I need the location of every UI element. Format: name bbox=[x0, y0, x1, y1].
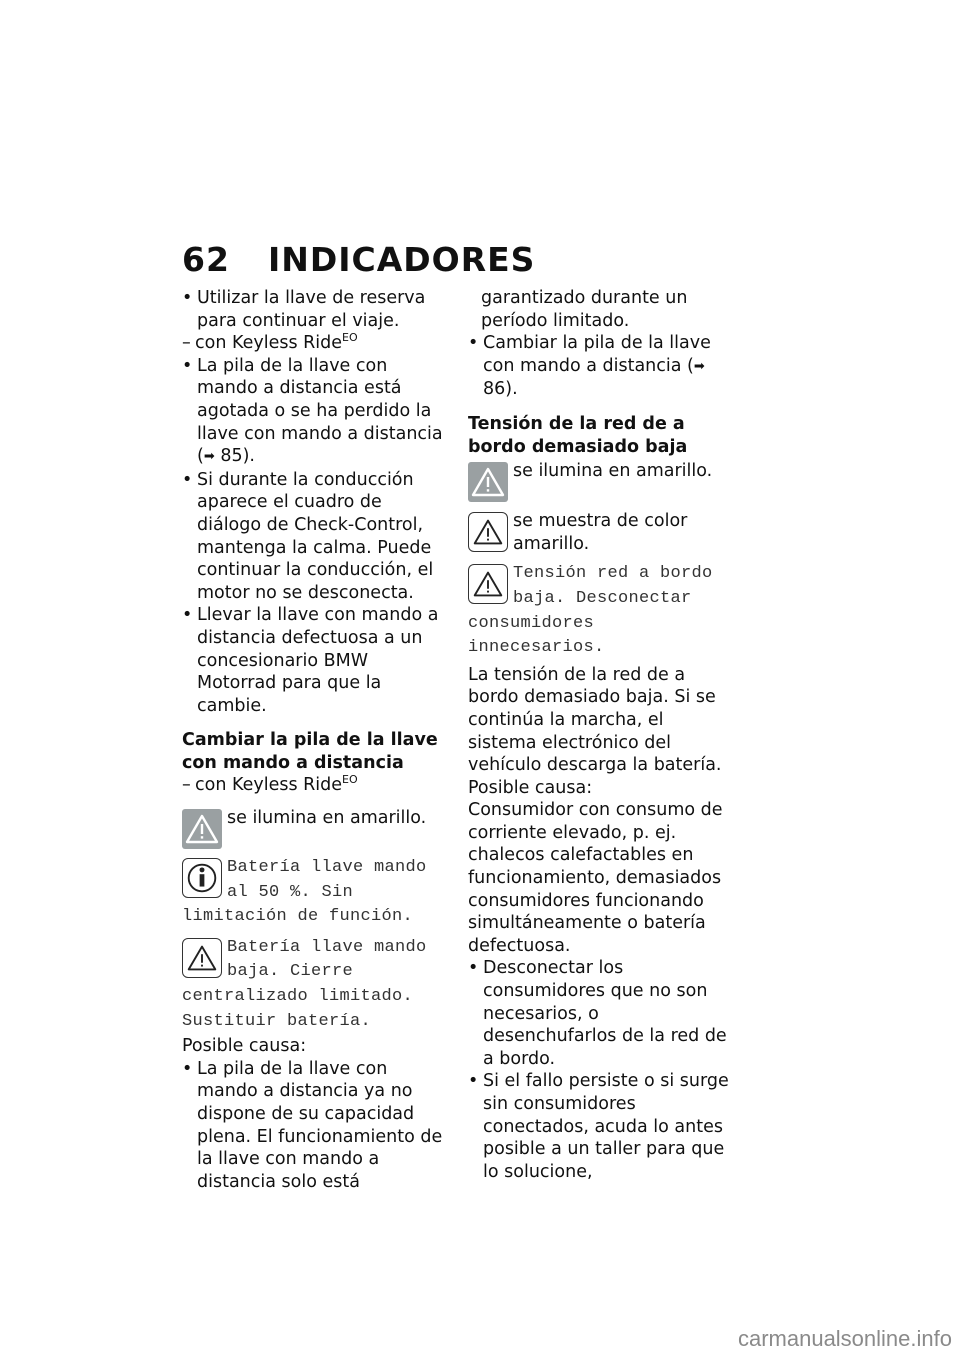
arrow-reference-icon: ➡ bbox=[693, 358, 705, 374]
bullet-dealer: • Llevar la llave con mando a distancia defectuosa a un concesionario BMW Motorrad para que la cambie. bbox=[182, 604, 450, 717]
condition-keyless-ride: – con Keyless Ride$^{EO}$ bbox=[182, 332, 450, 355]
warning-triangle-icon bbox=[468, 564, 508, 604]
warning-triangle-icon bbox=[468, 512, 508, 552]
page-reference[interactable]: 86). bbox=[483, 379, 518, 400]
message-text: Batería llave mando al 50 %. Sin limitación de función. bbox=[182, 858, 427, 927]
indicator-text: se ilumina en amarillo. bbox=[513, 461, 713, 482]
indicator-row bbox=[182, 807, 450, 849]
cause-label: Posible causa: bbox=[182, 1036, 307, 1057]
cause-label: Posible causa: bbox=[468, 777, 593, 798]
indicator-row bbox=[468, 460, 734, 502]
message-text: Tensión red a bordo baja. Desconectar consumidores innecesarios. bbox=[468, 564, 713, 658]
page-reference[interactable]: 85). bbox=[220, 446, 255, 467]
display-message-info bbox=[182, 855, 450, 929]
left-column bbox=[182, 287, 450, 1193]
bullet-workshop: • Si el fallo persiste o si surge sin consumidores conectados, acuda lo antes posible a un taller para que lo solucione, bbox=[468, 1070, 734, 1183]
warning-triangle-icon bbox=[468, 462, 508, 502]
display-message-warning bbox=[468, 561, 734, 659]
bullet-disconnect: • Desconectar los consumidores que no son necesarios, o desenchufarlos de la red de a bordo. bbox=[468, 957, 734, 1070]
page-number: 62 bbox=[182, 240, 230, 279]
indicator-text: se ilumina en amarillo. bbox=[227, 808, 427, 829]
page-title: INDICADORES bbox=[267, 240, 536, 279]
message-text: Batería llave mando baja. Cierre centralizado limitado. Sustituir batería. bbox=[182, 937, 427, 1031]
description-paragraph: La tensión de la red de a bordo demasiado baja. Si se continúa la marcha, el sistema electrónico del vehículo descarga la batería. bbox=[468, 664, 722, 776]
continued-text: garantizado durante un período limitado. bbox=[481, 288, 688, 331]
condition-keyless-ride: – con Keyless Ride$^{EO}$ bbox=[182, 774, 450, 797]
display-message-warning bbox=[182, 935, 450, 1033]
option-superscript: EO bbox=[342, 331, 358, 345]
warning-triangle-icon bbox=[182, 938, 222, 978]
cause-text: Consumidor con consumo de corriente elevado, p. ej. chalecos calefactables en funcionamiento, demasiados consumidores funcionando simultáneamente o batería defectuosa. bbox=[468, 800, 723, 956]
watermark: carmanualsonline.info bbox=[737, 1326, 952, 1351]
bullet-check-control: • Si durante la conducción aparece el cuadro de diálogo de Check-Control, mantenga la calma. Puede continuar la conducción, el motor no se desconecta. bbox=[182, 469, 450, 605]
section-heading-battery: Cambiar la pila de la llave con mando a distancia bbox=[182, 730, 438, 773]
right-column bbox=[468, 287, 734, 1183]
display-indicator-row bbox=[468, 510, 734, 555]
bullet-change-battery: • Cambiar la pila de la llave con mando a distancia (➡ 86). bbox=[468, 332, 734, 401]
warning-triangle-icon bbox=[182, 809, 222, 849]
page-header bbox=[182, 240, 535, 279]
bullet-battery-empty: • La pila de la llave con mando a distancia está agotada o se ha perdido la llave con mando a distancia (➡ 85). bbox=[182, 355, 450, 469]
bullet-spare-key: • Utilizar la llave de reserva para continuar el viaje. bbox=[182, 287, 450, 332]
arrow-reference-icon: ➡ bbox=[203, 449, 215, 465]
indicator-text: se muestra de color amarillo. bbox=[513, 511, 688, 554]
bullet-battery-capacity: • La pila de la llave con mando a distancia ya no dispone de su capacidad plena. El funcionamiento de la llave con mando a distancia solo está bbox=[182, 1058, 450, 1194]
option-superscript: EO bbox=[342, 773, 358, 787]
info-icon bbox=[182, 858, 222, 898]
section-heading-voltage: Tensión de la red de a bordo demasiado baja bbox=[468, 413, 688, 457]
